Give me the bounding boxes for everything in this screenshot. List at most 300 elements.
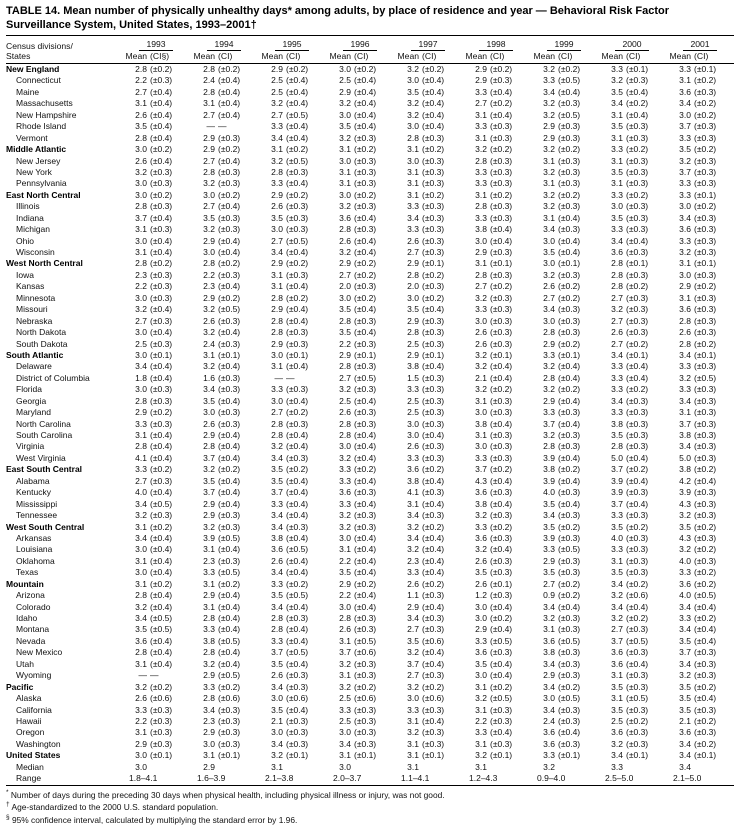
ci-value: (±0.3) bbox=[286, 224, 309, 235]
measure-subheader bbox=[530, 51, 598, 62]
year-cell bbox=[394, 373, 462, 384]
year-cell bbox=[326, 350, 394, 361]
mean-value: 2.9 bbox=[271, 258, 283, 269]
mean-value: 3.4 bbox=[203, 384, 215, 395]
ci-value: (±0.4) bbox=[490, 224, 513, 235]
row-label: Oregon bbox=[16, 727, 45, 738]
year-cell bbox=[666, 556, 734, 567]
ci-value: (±0.3) bbox=[626, 407, 649, 418]
year-cell bbox=[190, 270, 258, 281]
ci-value: (±0.3) bbox=[218, 727, 241, 738]
year-cell bbox=[122, 281, 190, 292]
mean-value: 3.7 bbox=[611, 498, 623, 509]
year-cell bbox=[462, 407, 530, 418]
mean-value: 3.1 bbox=[543, 624, 555, 635]
row-label: Median bbox=[16, 761, 44, 772]
mean-value: 2.8 bbox=[543, 372, 555, 383]
row-label: California bbox=[16, 704, 52, 715]
table-row bbox=[6, 419, 734, 430]
year-cell bbox=[394, 98, 462, 109]
ci-value: (±0.3) bbox=[626, 224, 649, 235]
ci-column-label: (CI) bbox=[218, 51, 233, 61]
mean-value: 3.1 bbox=[475, 258, 487, 269]
ci-value: (±0.3) bbox=[558, 407, 581, 418]
ci-value: (±0.3) bbox=[354, 670, 377, 681]
mean-value: 2.9 bbox=[407, 258, 419, 269]
mean-value: 2.8 bbox=[271, 327, 283, 338]
ci-value: (±0.2) bbox=[218, 64, 241, 74]
ci-value: (±0.3) bbox=[694, 247, 717, 257]
ci-value: (±0.3) bbox=[694, 658, 717, 669]
row-label: New Mexico bbox=[16, 647, 63, 658]
mean-value: 3.8 bbox=[679, 430, 691, 440]
ci-value: (±0.3) bbox=[694, 304, 717, 315]
year-cell bbox=[258, 361, 326, 372]
ci-value: (±0.3) bbox=[422, 372, 445, 383]
year-cell bbox=[258, 727, 326, 738]
mean-value: 3.2 bbox=[203, 361, 215, 372]
mean-value: 3.3 bbox=[475, 178, 487, 189]
year-cell bbox=[190, 327, 258, 338]
ci-value: (±0.3) bbox=[422, 327, 445, 338]
year-cell bbox=[530, 178, 598, 189]
mean-value: 4.3 bbox=[475, 475, 487, 486]
ci-value: (±0.3) bbox=[422, 590, 445, 601]
ci-value: (±0.2) bbox=[558, 384, 581, 395]
mean-value: 2.6 bbox=[203, 418, 215, 429]
mean-value: 3.5 bbox=[203, 475, 215, 486]
year-cell bbox=[258, 579, 326, 590]
footnote-text: Age-standardized to the 2000 U.S. standard population. bbox=[11, 801, 219, 812]
mean-value: 2.8 bbox=[203, 166, 215, 177]
mean-value: 3.3 bbox=[679, 178, 691, 189]
year-header-row bbox=[6, 36, 734, 51]
year-cell bbox=[394, 499, 462, 510]
mean-value: 3.6 bbox=[271, 544, 283, 555]
mean-value: 3.1 bbox=[611, 670, 623, 681]
row-label: East South Central bbox=[6, 464, 83, 475]
mean-value: 3.2 bbox=[543, 613, 555, 623]
ci-value: (±0.4) bbox=[150, 452, 173, 463]
year-cell bbox=[394, 750, 462, 761]
ci-value: (±0.4) bbox=[422, 361, 445, 372]
year-cell bbox=[666, 144, 734, 155]
year-cell bbox=[326, 682, 394, 693]
year-cell bbox=[326, 133, 394, 144]
year-cell bbox=[462, 258, 530, 269]
year-cell bbox=[462, 144, 530, 155]
year-cell bbox=[122, 121, 190, 132]
year-cell bbox=[258, 453, 326, 464]
mean-value: 3.2 bbox=[271, 98, 283, 109]
mean-value: 3.6 bbox=[611, 247, 623, 257]
ci-value: (±0.3) bbox=[626, 738, 649, 749]
year-label: 1995 bbox=[275, 39, 308, 51]
mean-value: 3.2 bbox=[339, 132, 351, 143]
year-cell bbox=[258, 430, 326, 441]
ci-value: (±0.4) bbox=[558, 372, 581, 383]
mean-value: 3.2 bbox=[407, 521, 419, 532]
year-cell bbox=[122, 144, 190, 155]
ci-value: (±0.4) bbox=[218, 361, 241, 372]
year-cell bbox=[598, 110, 666, 121]
table-row bbox=[6, 476, 734, 487]
year-cell bbox=[258, 144, 326, 155]
mean-value: 3.4 bbox=[543, 601, 555, 612]
mean-value: 3.0 bbox=[203, 738, 215, 749]
mean-value: 2.8 bbox=[407, 269, 419, 280]
ci-value: (±0.3) bbox=[558, 670, 581, 681]
table-row bbox=[6, 361, 734, 372]
mean-value: 3.4 bbox=[271, 247, 283, 257]
mean-value: 3.3 bbox=[679, 567, 691, 578]
mean-value: 3.1 bbox=[135, 521, 147, 532]
ci-value: (±0.3) bbox=[558, 269, 581, 280]
ci-value: (±0.3) bbox=[626, 532, 649, 543]
mean-value: 3.1 bbox=[339, 750, 351, 761]
ci-value: (±0.4) bbox=[558, 452, 581, 463]
row-label: Minnesota bbox=[16, 292, 56, 303]
mean-value: 2.8 bbox=[271, 418, 283, 429]
ci-value: (±0.3) bbox=[422, 738, 445, 749]
ci-value: (±0.3) bbox=[694, 532, 717, 543]
year-cell bbox=[326, 727, 394, 738]
mean-value: 2.8 bbox=[611, 258, 623, 269]
row-label: Connecticut bbox=[16, 75, 61, 86]
row-label: North Dakota bbox=[16, 327, 67, 338]
row-label: Iowa bbox=[16, 269, 34, 280]
year-cell bbox=[666, 190, 734, 201]
year-cell bbox=[190, 762, 258, 773]
year-cell bbox=[666, 178, 734, 189]
ci-value: (±0.3) bbox=[422, 281, 445, 292]
ci-value: (±0.3) bbox=[558, 624, 581, 635]
mean-value: 3.6 bbox=[543, 738, 555, 749]
year-cell bbox=[258, 567, 326, 578]
year-cell bbox=[190, 293, 258, 304]
mean-value: 4.0 bbox=[543, 487, 555, 498]
mean-value: 3.4 bbox=[679, 212, 691, 223]
mean-value: 3.5 bbox=[611, 567, 623, 578]
ci-value: (±0.3) bbox=[422, 670, 445, 681]
table-row bbox=[6, 544, 734, 555]
ci-value: (±0.4) bbox=[490, 372, 513, 383]
mean-value: 3.4 bbox=[271, 132, 283, 143]
year-cell bbox=[598, 476, 666, 487]
mean-value: 2.5 bbox=[611, 715, 623, 726]
year-cell bbox=[326, 224, 394, 235]
year-cell bbox=[530, 258, 598, 269]
table-row bbox=[6, 339, 734, 350]
mean-value: 2.7 bbox=[475, 281, 487, 292]
year-cell bbox=[598, 236, 666, 247]
mean-value: 2.9 bbox=[203, 670, 215, 681]
ci-value: (±0.3) bbox=[218, 178, 241, 189]
mean-value: 2.7 bbox=[611, 338, 623, 349]
ci-value: (±0.4) bbox=[694, 624, 717, 635]
mean-value: 3.3 bbox=[407, 567, 419, 578]
table-row bbox=[6, 156, 734, 167]
year-cell bbox=[462, 579, 530, 590]
year-cell bbox=[598, 224, 666, 235]
year-cell bbox=[326, 602, 394, 613]
mean-value: 1.1 bbox=[407, 590, 419, 601]
ci-value: (±0.4) bbox=[286, 98, 309, 109]
mean-value: 3.0 bbox=[407, 292, 419, 303]
mean-value: 3.3 bbox=[271, 498, 283, 509]
measure-subheader bbox=[190, 51, 258, 62]
ci-value: (±0.4) bbox=[150, 109, 173, 120]
mean-value: 4.0 bbox=[679, 590, 691, 601]
ci-value: (±0.4) bbox=[558, 86, 581, 97]
year-cell bbox=[666, 464, 734, 475]
ci-value: (±0.3) bbox=[218, 212, 241, 223]
mean-value: 3.4 bbox=[679, 624, 691, 635]
ci-value: (±0.2) bbox=[490, 464, 513, 475]
ci-value: (±0.2) bbox=[150, 464, 173, 475]
year-cell bbox=[462, 281, 530, 292]
year-cell bbox=[258, 339, 326, 350]
year-cell bbox=[190, 316, 258, 327]
year-cell bbox=[598, 510, 666, 521]
mean-value: 3.1 bbox=[339, 544, 351, 555]
year-cell bbox=[666, 762, 734, 773]
mean-value: 3.0 bbox=[339, 292, 351, 303]
year-cell bbox=[258, 350, 326, 361]
year-cell bbox=[598, 258, 666, 269]
ci-value: (±0.3) bbox=[150, 475, 173, 486]
ci-value: (±0.2) bbox=[150, 189, 173, 200]
ci-value: (±0.4) bbox=[218, 281, 241, 292]
ci-value: (±0.4) bbox=[626, 601, 649, 612]
mean-value: 3.8 bbox=[407, 361, 419, 372]
mean-value: 3.3 bbox=[407, 384, 419, 395]
year-cell bbox=[462, 350, 530, 361]
ci-column-label: (CI) bbox=[422, 51, 437, 61]
year-cell bbox=[530, 304, 598, 315]
ci-value: (±0.2) bbox=[558, 590, 581, 601]
ci-value: (±0.2) bbox=[694, 521, 717, 532]
mean-value: 2.6 bbox=[135, 155, 147, 166]
mean-value: 3.5 bbox=[271, 475, 283, 486]
ci-value: (±0.3) bbox=[694, 452, 717, 463]
mean-value: 2.9 bbox=[271, 304, 283, 315]
ci-value: (±0.3) bbox=[626, 166, 649, 177]
year-cell bbox=[190, 567, 258, 578]
year-cell bbox=[190, 556, 258, 567]
year-cell bbox=[530, 396, 598, 407]
year-cell bbox=[394, 178, 462, 189]
mean-value: 3.3 bbox=[611, 761, 623, 772]
table-row bbox=[6, 590, 734, 601]
ci-value: (±0.5) bbox=[286, 647, 309, 658]
ci-value: (±0.3) bbox=[286, 521, 309, 532]
year-cell bbox=[462, 533, 530, 544]
ci-value: (±0.2) bbox=[490, 281, 513, 292]
ci-value: (±0.5) bbox=[150, 498, 173, 509]
mean-value: 1.5 bbox=[407, 372, 419, 383]
mean-value: 3.4 bbox=[271, 452, 283, 463]
ci-value: (±0.4) bbox=[354, 327, 377, 338]
table-row bbox=[6, 316, 734, 327]
year-cell bbox=[258, 316, 326, 327]
year-cell bbox=[462, 98, 530, 109]
measure-subheader bbox=[122, 51, 190, 62]
mean-value: 1.2 bbox=[475, 590, 487, 601]
mean-value: 3.0 bbox=[339, 601, 351, 612]
year-cell bbox=[122, 624, 190, 635]
year-cell bbox=[122, 361, 190, 372]
ci-value: (±0.3) bbox=[218, 372, 241, 383]
ci-value: (±0.4) bbox=[694, 693, 717, 704]
year-cell bbox=[258, 213, 326, 224]
mean-value: 3.4 bbox=[271, 738, 283, 749]
ci-value: (±0.3) bbox=[558, 315, 581, 326]
ci-value: (±0.4) bbox=[286, 635, 309, 646]
mean-value: 3.1 bbox=[611, 555, 623, 566]
year-cell bbox=[530, 590, 598, 601]
year-cell bbox=[462, 247, 530, 258]
table-row bbox=[6, 670, 734, 681]
ci-value: (±0.4) bbox=[558, 498, 581, 509]
year-cell bbox=[258, 624, 326, 635]
year-cell bbox=[190, 487, 258, 498]
mean-value: 3.1 bbox=[271, 269, 283, 280]
mean-value: 2.8 bbox=[203, 613, 215, 623]
mean-value: 3.1 bbox=[475, 704, 487, 715]
mean-value: 3.5 bbox=[543, 498, 555, 509]
ci-value: (±0.4) bbox=[286, 658, 309, 669]
mean-value: 3.1 bbox=[679, 75, 691, 86]
row-label: Maryland bbox=[16, 407, 51, 418]
year-cell bbox=[394, 762, 462, 773]
table-row bbox=[6, 270, 734, 281]
mean-value: 3.0 bbox=[475, 235, 487, 246]
mean-value: 3.0 bbox=[135, 144, 147, 155]
mean-value: 3.0 bbox=[271, 224, 283, 235]
table-row bbox=[6, 201, 734, 212]
year-cell bbox=[666, 510, 734, 521]
ci-value: (±0.3) bbox=[558, 567, 581, 578]
year-cell bbox=[666, 773, 734, 784]
ci-value: (±0.3) bbox=[558, 555, 581, 566]
mean-value: 3.3 bbox=[407, 452, 419, 463]
mean-value: 4.0 bbox=[679, 555, 691, 566]
mean-value: 3.0 bbox=[135, 761, 147, 772]
mean-value: 3.2 bbox=[203, 224, 215, 235]
mean-value: 3.5 bbox=[679, 704, 691, 715]
mean-value: 2.8 bbox=[135, 258, 147, 269]
ci-value: (±0.3) bbox=[694, 292, 717, 303]
ci-column-label: (CI) bbox=[626, 51, 641, 61]
mean-value: 2.9 bbox=[135, 738, 147, 749]
row-label: Vermont bbox=[16, 132, 48, 143]
ci-value: (±0.4) bbox=[422, 544, 445, 555]
mean-value: 3.4 bbox=[679, 395, 691, 406]
year-cell bbox=[530, 510, 598, 521]
ci-value: (±0.4) bbox=[218, 201, 241, 212]
ci-value: (±0.2) bbox=[694, 338, 717, 349]
year-cell bbox=[394, 167, 462, 178]
mean-value: 2.6 bbox=[679, 327, 691, 338]
year-cell bbox=[666, 281, 734, 292]
mean-value: 3.2 bbox=[679, 510, 691, 521]
year-cell bbox=[190, 750, 258, 761]
ci-value: (±0.5) bbox=[286, 235, 309, 246]
year-cell bbox=[394, 304, 462, 315]
mean-value: 3.4 bbox=[543, 681, 555, 692]
year-cell bbox=[258, 670, 326, 681]
mean-value: 3.3 bbox=[203, 624, 215, 635]
ci-value: (±0.2) bbox=[286, 292, 309, 303]
ci-value: (±0.5) bbox=[150, 624, 173, 635]
mean-value: 2.7 bbox=[203, 155, 215, 166]
ci-value: (±0.6) bbox=[354, 647, 377, 658]
ci-value: (±0.2) bbox=[354, 258, 377, 269]
mean-value: 2.7 bbox=[611, 624, 623, 635]
year-cell bbox=[326, 201, 394, 212]
mean-value: 3.1 bbox=[203, 750, 215, 761]
ci-value: (±0.3) bbox=[286, 715, 309, 726]
mean-value: 3.2 bbox=[339, 201, 351, 212]
mean-value: 3.3 bbox=[203, 681, 215, 692]
ci-value: (±0.2) bbox=[558, 281, 581, 292]
ci-value: (±0.3) bbox=[558, 166, 581, 177]
year-cell bbox=[258, 304, 326, 315]
year-cell bbox=[462, 590, 530, 601]
ci-value: (±0.3) bbox=[694, 670, 717, 681]
year-cell bbox=[122, 201, 190, 212]
row-label: Texas bbox=[16, 567, 39, 578]
mean-value: 3.1 bbox=[407, 144, 419, 155]
ci-value: (±0.2) bbox=[626, 189, 649, 200]
year-cell bbox=[666, 693, 734, 704]
mean-value: 3.3 bbox=[203, 567, 215, 578]
ci-value: (±0.3) bbox=[286, 166, 309, 177]
ci-value: (±0.4) bbox=[626, 658, 649, 669]
ci-value: (±0.3) bbox=[218, 704, 241, 715]
row-label: Massachusetts bbox=[16, 98, 73, 109]
mean-value: 3.5 bbox=[679, 144, 691, 155]
mean-value: 2.4 bbox=[203, 75, 215, 86]
year-cell bbox=[394, 453, 462, 464]
year-cell bbox=[598, 293, 666, 304]
ci-value: (±0.3) bbox=[354, 178, 377, 189]
ci-value: (±0.3) bbox=[558, 304, 581, 315]
ci-value: (±0.3) bbox=[558, 647, 581, 658]
table-row bbox=[6, 613, 734, 624]
mean-value: 3.2 bbox=[611, 304, 623, 315]
mean-value: 3.2 bbox=[339, 98, 351, 109]
row-label: Nevada bbox=[16, 635, 46, 646]
mean-value: 3.0 bbox=[407, 693, 419, 704]
year-cell bbox=[122, 373, 190, 384]
mean-value: 3.1 bbox=[679, 258, 691, 269]
ci-value: (±0.3) bbox=[286, 384, 309, 395]
year-label: 1993 bbox=[139, 39, 172, 51]
year-cell bbox=[190, 384, 258, 395]
mean-value: 3.1 bbox=[135, 578, 147, 589]
year-cell bbox=[394, 190, 462, 201]
ci-value: (±0.3) bbox=[422, 452, 445, 463]
ci-value: (±0.4) bbox=[558, 247, 581, 257]
ci-value: (±0.4) bbox=[286, 487, 309, 498]
row-label: East North Central bbox=[6, 189, 81, 200]
ci-value: (±0.3) bbox=[490, 647, 513, 658]
mean-value: 3.3 bbox=[611, 544, 623, 555]
year-cell bbox=[666, 579, 734, 590]
year-cell bbox=[462, 464, 530, 475]
